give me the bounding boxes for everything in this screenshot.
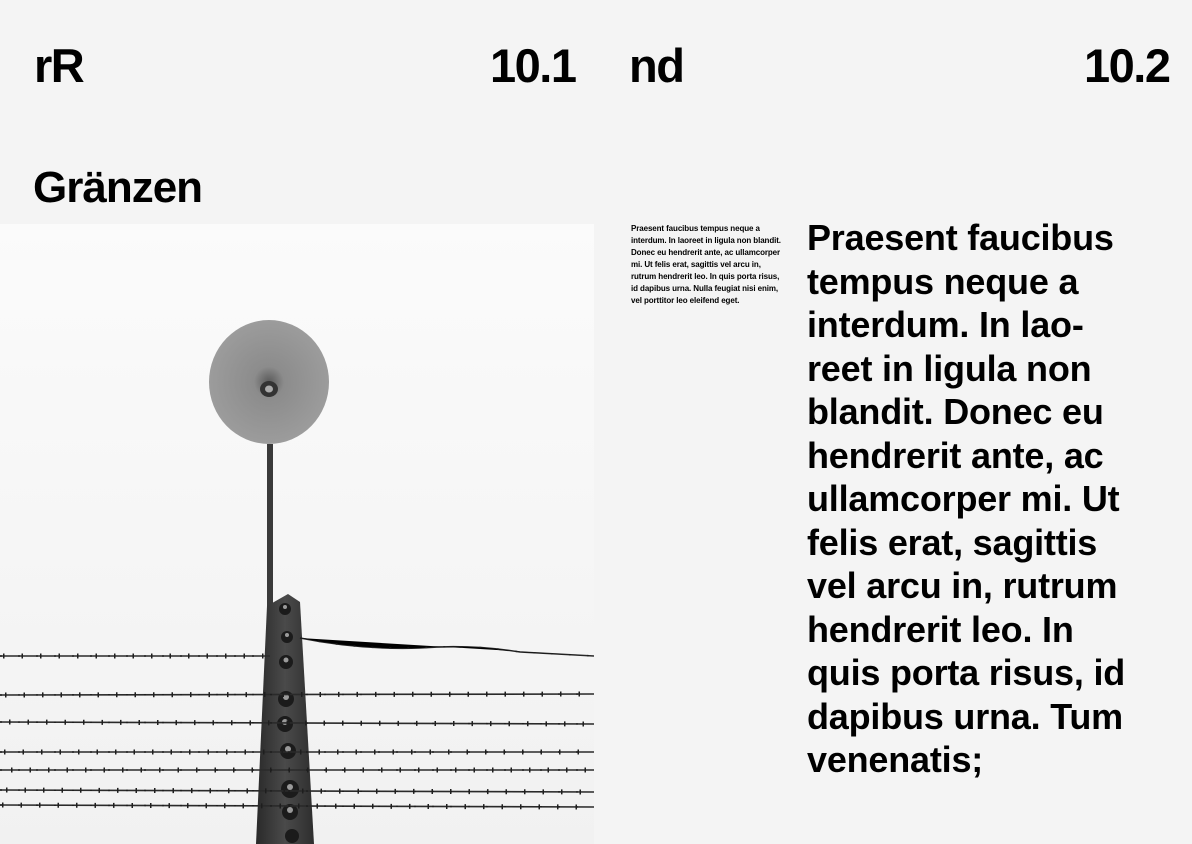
body-line: dapibus urna. Tum [807, 695, 1123, 737]
left-page-label: rR [34, 39, 84, 92]
article-title: Gränzen [33, 163, 203, 212]
body-line: vel arcu in, rutrum [807, 565, 1118, 606]
photo-caption: Praesent faucibus tempus neque a interdum. In laoreet in ligula non blandit. Donec eu hendrerit ante, ac ullamcorper mi. Ut felis erat, sagittis vel arcu in, rutrum hendrerit leo. In quis porta risus, id dapibus urna. Nulla feugiat nisi enim, vel porttitor leo eleifend eget. [631, 224, 781, 305]
body-line: blandit. Donec eu [807, 391, 1104, 432]
body-line: Praesent faucibus [807, 217, 1114, 258]
article-photo [0, 224, 594, 844]
body-line: ullamcorper mi. Ut [807, 478, 1120, 519]
body-line: interdum. In lao- [807, 304, 1084, 345]
photo-illustration [0, 224, 594, 844]
body-line: hendrerit ante, ac [807, 434, 1104, 476]
body-line: venenatis; [807, 739, 984, 780]
article-body [807, 216, 1177, 782]
body-line: hendrerit leo. In [807, 608, 1074, 650]
body-line: reet in ligula non [807, 347, 1092, 389]
body-line: quis porta risus, id [807, 652, 1126, 693]
body-line: tempus neque a [807, 260, 1079, 302]
body-line: felis erat, sagittis [807, 521, 1098, 563]
left-page-number: 10.1 [490, 39, 576, 92]
right-page-number: 10.2 [1084, 39, 1170, 92]
right-page-label: nd [629, 39, 684, 92]
